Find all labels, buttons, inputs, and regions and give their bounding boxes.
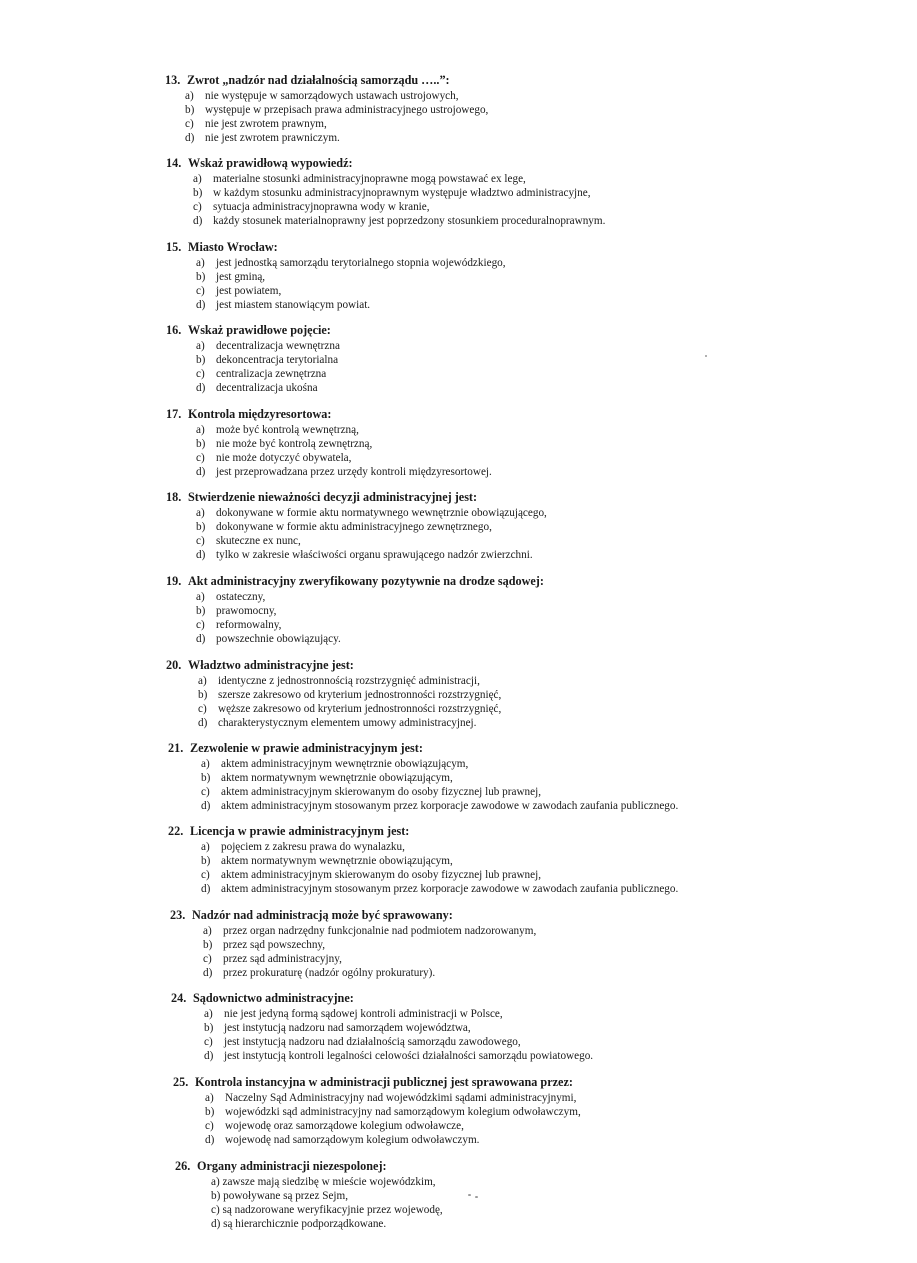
- question-number: 15.: [166, 240, 182, 254]
- question-heading: [165, 73, 917, 88]
- answer-letter: c): [201, 786, 210, 798]
- question-15: [166, 240, 917, 312]
- answer-text: aktem administracyjnym stosowanym przez korporacje zawodowe w zawodach zaufania publicznego.: [221, 800, 679, 812]
- answer-a: [193, 172, 917, 186]
- answer-a: [205, 1091, 917, 1105]
- answer-text: aktem normatywnym wewnętrznie obowiązującym,: [221, 772, 453, 784]
- answer-text: ostateczny,: [216, 591, 266, 603]
- answer-text: reformowalny,: [216, 619, 282, 631]
- answer-letter: d): [201, 800, 211, 812]
- question-heading: [168, 824, 917, 839]
- question-heading: [166, 490, 917, 505]
- answer-c: [196, 451, 917, 465]
- answer-letter: b): [196, 271, 206, 283]
- question-title: Organy administracji niezespolonej:: [197, 1159, 387, 1173]
- question-number: 20.: [166, 658, 182, 672]
- question-heading: [166, 407, 917, 422]
- question-number: 23.: [170, 908, 186, 922]
- question-title: Wskaż prawidłową wypowiedź:: [188, 156, 353, 170]
- answer-c: [205, 1119, 917, 1133]
- answer-text: przez prokuraturę (nadzór ogólny prokuratury).: [223, 967, 436, 979]
- answer-list: [196, 339, 917, 395]
- question-title: Stwierdzenie nieważności decyzji administracyjnej jest:: [188, 490, 478, 504]
- answer-b: [193, 186, 917, 200]
- answer-text: materialne stosunki administracyjnoprawne mogą powstawać ex lege,: [213, 173, 526, 185]
- question-number: 14.: [166, 156, 182, 170]
- answer-text: Naczelny Sąd Administracyjny nad wojewódzkimi sądami administracyjnymi,: [225, 1092, 577, 1104]
- answer-text: przez organ nadrzędny funkcjonalnie nad podmiotem nadzorowanym,: [223, 925, 537, 937]
- question-14: [166, 156, 917, 228]
- question-title: Kontrola międzyresortowa:: [188, 407, 332, 421]
- answer-text: pojęciem z zakresu prawa do wynalazku,: [221, 841, 405, 853]
- question-heading: [168, 741, 917, 756]
- answer-b: [211, 1189, 917, 1203]
- question-18: [166, 490, 917, 562]
- answer-letter: d): [204, 1050, 214, 1062]
- answer-text: dokonywane w formie aktu administracyjnego zewnętrznego,: [216, 521, 492, 533]
- question-21: [168, 741, 917, 813]
- answer-text: aktem normatywnym wewnętrznie obowiązującym,: [221, 855, 453, 867]
- answer-letter: c): [201, 869, 210, 881]
- answer-letter: a): [198, 675, 207, 687]
- answer-c: [201, 868, 917, 882]
- answer-text: wojewódzki sąd administracyjny nad samorządowym kolegium odwoławczym,: [225, 1106, 581, 1118]
- answer-letter: c): [196, 452, 205, 464]
- question-heading: [166, 240, 917, 255]
- answer-letter: a): [196, 591, 205, 603]
- answer-letter: c): [185, 118, 194, 130]
- question-number: 16.: [166, 323, 182, 337]
- question-heading: [166, 574, 917, 589]
- answer-letter: d): [196, 466, 206, 478]
- answer-d: [196, 465, 917, 479]
- answer-a: [203, 924, 917, 938]
- answer-text: każdy stosunek materialnoprawny jest poprzedzony stosunkiem proceduralnoprawnym.: [213, 215, 606, 227]
- answer-letter: d): [211, 1218, 221, 1230]
- answer-b: [203, 938, 917, 952]
- answer-d: [196, 632, 917, 646]
- answer-list: [185, 89, 917, 145]
- answer-letter: b): [185, 104, 195, 116]
- answer-text: nie jest jedyną formą sądowej kontroli administracji w Polsce,: [224, 1008, 503, 1020]
- question-heading: [166, 323, 917, 338]
- answer-letter: c): [196, 285, 205, 297]
- answer-list: [201, 840, 917, 896]
- answer-letter: c): [198, 703, 207, 715]
- answer-list: [203, 924, 917, 980]
- question-title: Zwrot „nadzór nad działalnością samorządu …..”:: [187, 73, 450, 87]
- question-number: 18.: [166, 490, 182, 504]
- answer-a: [196, 590, 917, 604]
- answer-text: jest instytucją nadzoru nad samorządem województwa,: [224, 1022, 471, 1034]
- answer-letter: a): [211, 1176, 220, 1188]
- answer-text: aktem administracyjnym wewnętrznie obowiązującym,: [221, 758, 469, 770]
- answer-letter: c): [196, 619, 205, 631]
- answer-d: [198, 716, 917, 730]
- answer-text: zawsze mają siedzibę w mieście wojewódzkim,: [222, 1176, 436, 1188]
- answer-text: aktem administracyjnym stosowanym przez korporacje zawodowe w zawodach zaufania publicznego.: [221, 883, 679, 895]
- question-heading: [166, 658, 917, 673]
- answer-letter: c): [196, 535, 205, 547]
- answer-text: nie jest zwrotem prawniczym.: [205, 132, 340, 144]
- question-number: 22.: [168, 824, 184, 838]
- answer-text: jest gminą,: [216, 271, 266, 283]
- answer-letter: b): [196, 354, 206, 366]
- answer-d: [201, 882, 917, 896]
- answer-letter: a): [205, 1092, 214, 1104]
- question-24: [171, 991, 917, 1063]
- question-22: [168, 824, 917, 896]
- answer-a: [185, 89, 917, 103]
- answer-list: [196, 256, 917, 312]
- question-title: Miasto Wrocław:: [188, 240, 278, 254]
- scan-speck: [705, 355, 707, 357]
- answer-c: [198, 702, 917, 716]
- answer-letter: d): [196, 633, 206, 645]
- answer-text: aktem administracyjnym skierowanym do osoby fizycznej lub prawnej,: [221, 786, 542, 798]
- answer-letter: a): [204, 1008, 213, 1020]
- answer-letter: b): [204, 1022, 214, 1034]
- answer-letter: d): [193, 215, 203, 227]
- answer-text: dekoncentracja terytorialna: [216, 354, 339, 366]
- answer-c: [185, 117, 917, 131]
- answer-text: tylko w zakresie właściwości organu sprawującego nadzór zwierzchni.: [216, 549, 533, 561]
- answer-d: [211, 1217, 917, 1231]
- answer-text: nie może być kontrolą zewnętrzną,: [216, 438, 373, 450]
- question-13: [165, 73, 917, 145]
- answer-letter: b): [198, 689, 208, 701]
- answer-list: [198, 674, 917, 730]
- question-number: 26.: [175, 1159, 191, 1173]
- question-title: Wskaż prawidłowe pojęcie:: [188, 323, 331, 337]
- answer-letter: d): [203, 967, 213, 979]
- answer-letter: b): [201, 772, 211, 784]
- answer-letter: a): [196, 340, 205, 352]
- answer-a: [196, 339, 917, 353]
- answer-c: [201, 785, 917, 799]
- question-title: Nadzór nad administracją może być sprawowany:: [192, 908, 453, 922]
- answer-c: [196, 367, 917, 381]
- answer-c: [196, 618, 917, 632]
- answer-text: może być kontrolą wewnętrzną,: [216, 424, 359, 436]
- answer-list: [196, 423, 917, 479]
- answer-d: [196, 548, 917, 562]
- answer-b: [196, 604, 917, 618]
- answer-letter: d): [196, 382, 206, 394]
- answer-text: decentralizacja ukośna: [216, 382, 318, 394]
- answer-text: jest instytucją nadzoru nad działalnością samorządu zawodowego,: [224, 1036, 521, 1048]
- answer-text: powszechnie obowiązujący.: [216, 633, 341, 645]
- answer-text: są hierarchicznie podporządkowane.: [223, 1218, 387, 1230]
- answer-b: [185, 103, 917, 117]
- answer-text: dokonywane w formie aktu normatywnego wewnętrznie obowiązującego,: [216, 507, 547, 519]
- answer-letter: c): [203, 953, 212, 965]
- answer-c: [204, 1035, 917, 1049]
- question-heading: [173, 1075, 917, 1090]
- answer-d: [204, 1049, 917, 1063]
- answer-letter: a): [185, 90, 194, 102]
- answer-d: [185, 131, 917, 145]
- answer-a: [196, 506, 917, 520]
- answer-letter: b): [196, 605, 206, 617]
- answer-text: jest miastem stanowiącym powiat.: [216, 299, 371, 311]
- answer-text: nie występuje w samorządowych ustawach ustrojowych,: [205, 90, 459, 102]
- answer-letter: d): [196, 549, 206, 561]
- answer-text: węższe zakresowo od kryterium jednostronności rozstrzygnięć,: [218, 703, 502, 715]
- answer-text: przez sąd powszechny,: [223, 939, 326, 951]
- question-number: 17.: [166, 407, 182, 421]
- answer-letter: d): [196, 299, 206, 311]
- answer-d: [193, 214, 917, 228]
- question-title: Kontrola instancyjna w administracji publicznej jest sprawowana przez:: [195, 1075, 573, 1089]
- answer-text: identyczne z jednostronnością rozstrzygnięć administracji,: [218, 675, 480, 687]
- scan-speck: [475, 1196, 478, 1198]
- answer-list: [201, 757, 917, 813]
- answer-b: [196, 437, 917, 451]
- answer-letter: b): [196, 438, 206, 450]
- answer-text: szersze zakresowo od kryterium jednostronności rozstrzygnięć,: [218, 689, 502, 701]
- answer-text: przez sąd administracyjny,: [223, 953, 342, 965]
- question-heading: [171, 991, 917, 1006]
- answer-text: w każdym stosunku administracyjnoprawnym występuje władztwo administracyjne,: [213, 187, 591, 199]
- answer-text: powoływane są przez Sejm,: [223, 1190, 349, 1202]
- answer-b: [196, 353, 917, 367]
- answer-letter: b): [193, 187, 203, 199]
- answer-a: [198, 674, 917, 688]
- answer-d: [203, 966, 917, 980]
- question-title: Sądownictwo administracyjne:: [193, 991, 354, 1005]
- answer-letter: b): [205, 1106, 215, 1118]
- question-heading: [166, 156, 917, 171]
- answer-d: [201, 799, 917, 813]
- answer-letter: a): [201, 841, 210, 853]
- answer-text: nie może dotyczyć obywatela,: [216, 452, 352, 464]
- answer-text: jest przeprowadzana przez urzędy kontroli międzyresortowej.: [216, 466, 492, 478]
- answer-text: aktem administracyjnym skierowanym do osoby fizycznej lub prawnej,: [221, 869, 542, 881]
- answer-d: [196, 381, 917, 395]
- answer-d: [205, 1133, 917, 1147]
- answer-text: skuteczne ex nunc,: [216, 535, 301, 547]
- answer-letter: c): [193, 201, 202, 213]
- answer-a: [211, 1175, 917, 1189]
- answer-list: [211, 1175, 917, 1231]
- answer-a: [201, 757, 917, 771]
- question-heading: [175, 1159, 917, 1174]
- question-number: 24.: [171, 991, 187, 1005]
- answer-a: [204, 1007, 917, 1021]
- answer-text: nie jest zwrotem prawnym,: [205, 118, 327, 130]
- answer-list: [193, 172, 917, 228]
- answer-text: decentralizacja wewnętrzna: [216, 340, 340, 352]
- answer-letter: a): [201, 758, 210, 770]
- answer-letter: a): [193, 173, 202, 185]
- answer-letter: d): [205, 1134, 215, 1146]
- answer-letter: d): [201, 883, 211, 895]
- answer-text: prawomocny,: [216, 605, 277, 617]
- answer-letter: b): [203, 939, 213, 951]
- answer-c: [196, 534, 917, 548]
- answer-b: [205, 1105, 917, 1119]
- answer-b: [196, 270, 917, 284]
- answer-letter: d): [185, 132, 195, 144]
- answer-text: jest powiatem,: [216, 285, 282, 297]
- answer-c: [196, 284, 917, 298]
- question-heading: [170, 908, 917, 923]
- answer-b: [196, 520, 917, 534]
- answer-text: występuje w przepisach prawa administracyjnego ustrojowego,: [205, 104, 489, 116]
- answer-letter: c): [205, 1120, 214, 1132]
- question-20: [166, 658, 917, 730]
- question-title: Władztwo administracyjne jest:: [188, 658, 354, 672]
- question-25: [173, 1075, 917, 1147]
- answer-b: [201, 854, 917, 868]
- answer-list: [205, 1091, 917, 1147]
- answer-b: [198, 688, 917, 702]
- answer-a: [196, 423, 917, 437]
- question-number: 19.: [166, 574, 182, 588]
- answer-letter: a): [196, 424, 205, 436]
- answer-letter: c): [196, 368, 205, 380]
- answer-c: [193, 200, 917, 214]
- answer-letter: c): [211, 1204, 220, 1216]
- answer-text: centralizacja zewnętrzna: [216, 368, 327, 380]
- answer-c: [211, 1203, 917, 1217]
- question-17: [166, 407, 917, 479]
- question-16: [166, 323, 917, 395]
- question-23: [170, 908, 917, 980]
- answer-text: wojewodę oraz samorządowe kolegium odwoławcze,: [225, 1120, 464, 1132]
- question-title: Zezwolenie w prawie administracyjnym jest:: [190, 741, 423, 755]
- question-title: Licencja w prawie administracyjnym jest:: [190, 824, 410, 838]
- answer-letter: d): [198, 717, 208, 729]
- question-number: 21.: [168, 741, 184, 755]
- answer-list: [196, 506, 917, 562]
- answer-text: jest jednostką samorządu terytorialnego stopnia wojewódzkiego,: [216, 257, 506, 269]
- answer-letter: b): [196, 521, 206, 533]
- answer-c: [203, 952, 917, 966]
- answer-d: [196, 298, 917, 312]
- answer-a: [201, 840, 917, 854]
- answer-list: [196, 590, 917, 646]
- answer-list: [204, 1007, 917, 1063]
- answer-letter: b): [201, 855, 211, 867]
- question-number: 25.: [173, 1075, 189, 1089]
- question-number: 13.: [165, 73, 181, 87]
- answer-a: [196, 256, 917, 270]
- question-19: [166, 574, 917, 646]
- answer-b: [204, 1021, 917, 1035]
- answer-letter: a): [203, 925, 212, 937]
- question-title: Akt administracyjny zweryfikowany pozytywnie na drodze sądowej:: [188, 574, 544, 588]
- answer-text: wojewodę nad samorządowym kolegium odwoławczym.: [225, 1134, 480, 1146]
- answer-text: charakterystycznym elementem umowy administracyjnej.: [218, 717, 477, 729]
- answer-letter: b): [211, 1190, 221, 1202]
- answer-text: jest instytucją kontroli legalności celowości działalności samorządu powiatowego.: [224, 1050, 594, 1062]
- answer-letter: c): [204, 1036, 213, 1048]
- scan-speck: [468, 1194, 471, 1196]
- answer-text: są nadzorowane weryfikacyjnie przez wojewodę,: [222, 1204, 443, 1216]
- answer-letter: a): [196, 257, 205, 269]
- answer-letter: a): [196, 507, 205, 519]
- question-26: [175, 1159, 917, 1231]
- answer-b: [201, 771, 917, 785]
- answer-text: sytuacja administracyjnoprawna wody w kranie,: [213, 201, 430, 213]
